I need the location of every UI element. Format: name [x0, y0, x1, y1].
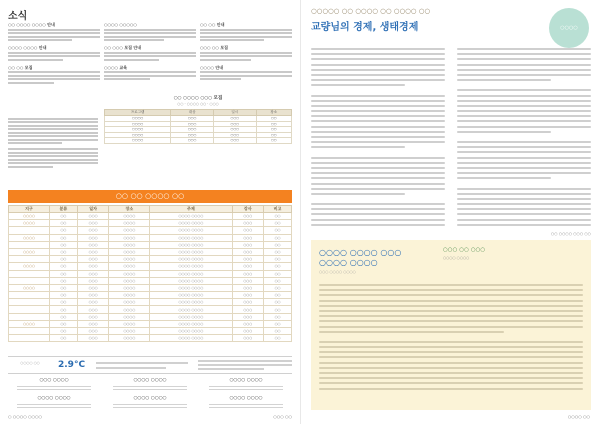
schedule-cell: ○○○○ ○○○○ [150, 320, 232, 327]
schedule-cell: ○○ [264, 328, 292, 335]
table-cell: ○○○○ [105, 132, 171, 138]
schedule-cell: ○○○○ [109, 256, 150, 263]
schedule-cell: ○○ [264, 306, 292, 313]
schedule-cell: ○○ [49, 335, 77, 342]
center-item [104, 396, 196, 412]
schedule-group [9, 227, 50, 234]
schedule-cell: ○○○ [232, 234, 264, 241]
program-header: 프로그램 [105, 110, 171, 116]
schedule-cell: ○○○ [77, 277, 109, 284]
schedule-cell: ○○○ [77, 213, 109, 220]
table-cell: ○○○○ [105, 116, 171, 122]
schedule-cell: ○○○○ ○○○○ [150, 256, 232, 263]
schedule-cell: ○○○ [232, 320, 264, 327]
schedule-cell: ○○○ [232, 263, 264, 270]
right-page [300, 0, 600, 424]
center-title: ○○○○ ○○○○ [229, 396, 263, 401]
schedule-group: ○○○○ [9, 248, 50, 255]
schedule-header: 강사 [232, 206, 264, 213]
schedule-cell: ○○○ [232, 277, 264, 284]
schedule-cell: ○○ [49, 313, 77, 320]
schedule-cell: ○○ [264, 335, 292, 342]
schedule-cell: ○○○○ ○○○○ [150, 284, 232, 291]
schedule-group [9, 270, 50, 277]
weather-temperature: 2.9°C [58, 360, 86, 370]
schedule-row [9, 320, 292, 327]
schedule-cell: ○○ [264, 277, 292, 284]
program-header: 일시 [213, 110, 256, 116]
center-title: ○○○○ ○○○○ [37, 396, 71, 401]
schedule-cell: ○○○○ ○○○○ [150, 220, 232, 227]
schedule-header: 분류 [49, 206, 77, 213]
schedule-row [9, 306, 292, 313]
schedule-cell: ○○ [49, 227, 77, 234]
table-cell: ○○○ [171, 127, 214, 133]
schedule-cell: ○○○ [232, 220, 264, 227]
schedule-cell: ○○○○ ○○○○ [150, 227, 232, 234]
center-item [200, 378, 292, 394]
column-right-subtitle: ○○○○ ○○○○ [443, 256, 470, 260]
table-cell: ○○ [256, 138, 291, 144]
schedule-cell: ○○○ [232, 284, 264, 291]
schedule-row [9, 284, 292, 291]
schedule-cell: ○○ [49, 320, 77, 327]
schedule-cell: ○○○○ [109, 241, 150, 248]
notice-item [200, 45, 292, 61]
schedule-cell: ○○○○ ○○○○ [150, 277, 232, 284]
schedule-cell: ○○○○ ○○○○ [150, 335, 232, 342]
schedule-cell: ○○○ [77, 227, 109, 234]
notice-title: ○○○○ ○○○○○ [104, 22, 137, 27]
schedule-cell: ○○ [264, 241, 292, 248]
schedule-group: ○○○○ [9, 263, 50, 270]
notice-title: ○○ ○○○ 모집 안내 [104, 45, 142, 50]
table-cell: ○○○ [213, 121, 256, 127]
schedule-group [9, 256, 50, 263]
schedule-row [9, 263, 292, 270]
schedule-cell: ○○ [264, 270, 292, 277]
table-cell: ○○○ [213, 138, 256, 144]
schedule-cell: ○○○ [232, 256, 264, 263]
center-item [200, 396, 292, 412]
category-badge [549, 8, 589, 48]
schedule-cell: ○○ [49, 248, 77, 255]
schedule-group: ○○○○ [9, 320, 50, 327]
schedule-cell: ○○○○ ○○○○ [150, 313, 232, 320]
table-cell: ○○ [256, 121, 291, 127]
centers-block [8, 378, 292, 412]
schedule-cell: ○○○○ ○○○○ [150, 213, 232, 220]
schedule-header: 지구 [9, 206, 50, 213]
notice-title: ○○ ○○ 안내 [200, 22, 225, 27]
schedule-cell: ○○○○ [109, 227, 150, 234]
notice-item [8, 45, 100, 61]
schedule-cell: ○○○○ [109, 335, 150, 342]
notice-title: ○○○○ 교육 [104, 64, 128, 70]
schedule-row [9, 256, 292, 263]
schedule-cell: ○○○○ ○○○○ [150, 263, 232, 270]
schedule-banner-title: ○○ ○○ ○○○○ ○○ [115, 192, 185, 200]
schedule-row [9, 241, 292, 248]
schedule-group: ○○○○ [9, 284, 50, 291]
schedule-cell: ○○○ [232, 335, 264, 342]
table-cell: ○○○ [213, 132, 256, 138]
schedule-group [9, 241, 50, 248]
table-cell: ○○○ [213, 127, 256, 133]
program-subtitle: ○○ · ○○○○ ○○ · ○○○ [177, 102, 219, 106]
schedule-cell: ○○ [264, 213, 292, 220]
notice-column-2 [104, 22, 196, 84]
schedule-cell: ○○○ [77, 299, 109, 306]
schedule-cell: ○○○ [232, 313, 264, 320]
schedule-cell: ○○ [264, 284, 292, 291]
column-title: ○○○○ ○○○○ ○○○ ○○○○ ○○○○ [319, 248, 402, 267]
schedule-cell: ○○ [49, 263, 77, 270]
column-body [319, 284, 583, 393]
schedule-cell: ○○ [49, 241, 77, 248]
weather-strip [8, 356, 292, 374]
schedule-row [9, 213, 292, 220]
schedule-cell: ○○ [49, 277, 77, 284]
schedule-row [9, 313, 292, 320]
schedule-cell: ○○ [264, 248, 292, 255]
notice-title: ○○○ ○○ 모집 [200, 45, 228, 50]
schedule-header: 장소 [109, 206, 150, 213]
schedule-group: ○○○○ [9, 234, 50, 241]
center-title: ○○○○ ○○○○ [133, 396, 167, 401]
program-table [104, 109, 292, 144]
schedule-cell: ○○ [264, 263, 292, 270]
schedule-row [9, 248, 292, 255]
weather-text [96, 367, 166, 369]
schedule-row [9, 227, 292, 234]
schedule-cell: ○○○○ [109, 306, 150, 313]
schedule-cell: ○○ [49, 213, 77, 220]
schedule-cell: ○○ [264, 227, 292, 234]
schedule-cell: ○○○○ [109, 284, 150, 291]
schedule-cell: ○○ [49, 256, 77, 263]
program-header: 대상 [171, 110, 214, 116]
schedule-cell: ○○○○ ○○○○ [150, 270, 232, 277]
schedule-cell: ○○○ [232, 241, 264, 248]
notice-item [8, 22, 100, 41]
notice-title: ○○○○ ○○○○ 안내 [8, 45, 47, 50]
schedule-cell: ○○ [264, 299, 292, 306]
feature-column [311, 240, 591, 410]
notice-title: ○○ ○○○○ ○○○○ 안내 [8, 22, 55, 27]
schedule-cell: ○○○○ [109, 320, 150, 327]
schedule-group [9, 306, 50, 313]
schedule-cell: ○○ [264, 220, 292, 227]
schedule-cell: ○○ [264, 234, 292, 241]
schedule-cell: ○○○ [77, 270, 109, 277]
schedule-row [9, 270, 292, 277]
table-cell: ○○○ [171, 132, 214, 138]
notice-item [104, 45, 196, 61]
schedule-cell: ○○○○ ○○○○ [150, 306, 232, 313]
schedule-header: 일자 [77, 206, 109, 213]
notice-item [200, 65, 292, 81]
schedule-cell: ○○ [49, 306, 77, 313]
badge-label: ○○○○ [560, 25, 578, 31]
notice-item [200, 22, 292, 41]
schedule-row [9, 277, 292, 284]
schedule-cell: ○○ [49, 234, 77, 241]
program-title: ○○ ○○○○ ○○○ 모집 [173, 96, 223, 101]
schedule-cell: ○○ [264, 292, 292, 299]
table-row [105, 138, 292, 144]
schedule-cell: ○○○ [232, 306, 264, 313]
schedule-cell: ○○○ [232, 227, 264, 234]
schedule-group: ○○○○ [9, 213, 50, 220]
table-cell: ○○○ [171, 116, 214, 122]
schedule-cell: ○○○ [77, 241, 109, 248]
center-title: ○○○○ ○○○○ [229, 378, 263, 383]
schedule-cell: ○○○○ [109, 292, 150, 299]
schedule-cell: ○○ [49, 270, 77, 277]
page-header: ○○○○○ ○○ ○○○○ ○○ ○○○○ ○○ [311, 7, 431, 15]
schedule-cell: ○○○ [77, 313, 109, 320]
left-footer: ○ ○○○○ ○○○○ [8, 414, 42, 419]
schedule-cell: ○○ [49, 292, 77, 299]
schedule-cell: ○○○ [232, 213, 264, 220]
schedule-cell: ○○○ [232, 248, 264, 255]
notice-column-3 [200, 22, 292, 84]
section-title: 소식 [8, 11, 28, 22]
notice-title: ○○ ○○ 모집 [8, 64, 33, 70]
schedule-cell: ○○○ [77, 335, 109, 342]
program-box [104, 96, 292, 188]
notice-item [104, 65, 196, 81]
schedule-header: 비고 [264, 206, 292, 213]
schedule-cell: ○○○ [77, 220, 109, 227]
schedule-group [9, 292, 50, 299]
schedule-row [9, 299, 292, 306]
schedule-cell: ○○ [264, 313, 292, 320]
schedule-cell: ○○○ [77, 284, 109, 291]
table-cell: ○○○ [213, 116, 256, 122]
schedule-cell: ○○○○ [109, 299, 150, 306]
schedule-group [9, 335, 50, 342]
schedule-cell: ○○○ [77, 248, 109, 255]
article-credit: ○○ ○○○○ ○○○ ○○ [550, 231, 591, 236]
page-number: ○○○○ ○○ [567, 414, 590, 419]
schedule-row [9, 234, 292, 241]
page-title: 교량님의 경제, 생태경제 [311, 22, 419, 33]
center-title: ○○○○ ○○○○ [133, 378, 167, 383]
table-cell: ○○ [256, 127, 291, 133]
schedule-row [9, 292, 292, 299]
schedule-cell: ○○○ [77, 328, 109, 335]
column-author: ○○○ ○○○○ ○○○○ [319, 270, 356, 274]
schedule-cell: ○○ [49, 220, 77, 227]
center-item [104, 378, 196, 394]
schedule-cell: ○○○○ [109, 328, 150, 335]
schedule-header: 주제 [150, 206, 232, 213]
table-cell: ○○○○ [105, 138, 171, 144]
schedule-cell: ○○ [49, 299, 77, 306]
schedule-cell: ○○○ [232, 328, 264, 335]
column-right-title: ○○○ ○○ ○○○ [443, 247, 486, 253]
schedule-group [9, 277, 50, 284]
schedule-cell: ○○○○ [109, 234, 150, 241]
table-cell: ○○○ [171, 121, 214, 127]
schedule-cell: ○○ [49, 284, 77, 291]
schedule-group: ○○○○ [9, 220, 50, 227]
schedule-cell: ○○○ [77, 256, 109, 263]
schedule-row [9, 328, 292, 335]
schedule-cell: ○○○○ ○○○○ [150, 328, 232, 335]
schedule-group [9, 299, 50, 306]
schedule-cell: ○○○ [77, 292, 109, 299]
notice-column-1 [8, 22, 100, 88]
notice-item [8, 65, 100, 84]
schedule-cell: ○○○ [77, 263, 109, 270]
table-cell: ○○○ [171, 138, 214, 144]
notice-item [104, 22, 196, 41]
schedule-cell: ○○○○ ○○○○ [150, 248, 232, 255]
schedule-row [9, 335, 292, 342]
center-item [8, 378, 100, 394]
center-item [8, 396, 100, 412]
schedule-group [9, 313, 50, 320]
schedule-cell: ○○ [264, 320, 292, 327]
weather-text [96, 362, 188, 364]
table-cell: ○○ [256, 116, 291, 122]
schedule-cell: ○○○ [232, 292, 264, 299]
schedule-cell: ○○○ [232, 299, 264, 306]
schedule-cell: ○○ [49, 328, 77, 335]
schedule-cell: ○○○ [77, 320, 109, 327]
schedule-cell: ○○○○ [109, 220, 150, 227]
schedule-cell: ○○○○ [109, 213, 150, 220]
schedule-cell: ○○○○ [109, 270, 150, 277]
table-cell: ○○○○ [105, 127, 171, 133]
dust-info [198, 360, 292, 372]
schedule-cell: ○○○○ [109, 277, 150, 284]
schedule-cell: ○○○○ ○○○○ [150, 292, 232, 299]
notice-title: ○○○○ 안내 [200, 64, 224, 70]
center-title: ○○○ ○○○○ [39, 378, 69, 383]
schedule-table [8, 205, 292, 342]
schedule-group [9, 328, 50, 335]
schedule-cell: ○○○○ [109, 248, 150, 255]
article-column-left [311, 48, 445, 229]
schedule-cell: ○○○ [232, 270, 264, 277]
article-column-right [457, 48, 591, 229]
table-cell: ○○○○ [105, 121, 171, 127]
schedule-banner [8, 190, 292, 203]
extra-notice-block [8, 116, 98, 168]
left-footer-right: ○○○ ○○ [273, 414, 292, 419]
schedule-cell: ○○○○ [109, 263, 150, 270]
schedule-row [9, 220, 292, 227]
schedule-cell: ○○○○ ○○○○ [150, 241, 232, 248]
table-cell: ○○ [256, 132, 291, 138]
schedule-cell: ○○○ [77, 234, 109, 241]
program-header: 장소 [256, 110, 291, 116]
schedule-cell: ○○○○ ○○○○ [150, 234, 232, 241]
schedule-cell: ○○○○ [109, 313, 150, 320]
weather-label: ○○○○ ○○ [20, 361, 40, 365]
schedule-cell: ○○ [264, 256, 292, 263]
schedule-cell: ○○○○ ○○○○ [150, 299, 232, 306]
schedule-cell: ○○○ [77, 306, 109, 313]
